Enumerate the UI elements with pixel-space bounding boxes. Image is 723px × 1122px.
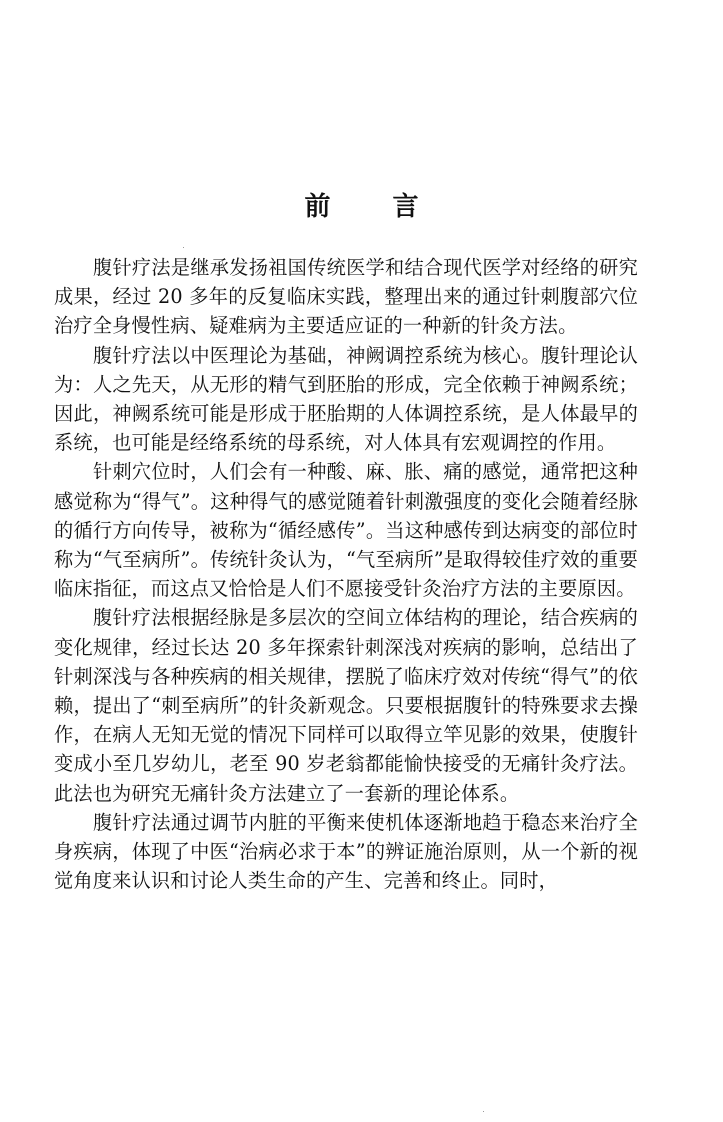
paragraph-1: 腹针疗法是继承发扬祖国传统医学和结合现代医学对经络的研究成果，经过 20 多年的反复临床实践，整理出来的通过针刺腹部穴位治疗全身慢性病、疑难病为主要适应证的一种新的针灸方法。 — [54, 256, 638, 338]
paragraph-3: 针刺穴位时，人们会有一种酸、麻、胀、痛的感觉，通常把这种感觉称为“得气”。这种得气的感觉随着针刺激强度的变化会随着经脉的循行方向传导，被称为“循经感传”。当这种感传到达病变的部位时称为“气至病所”。传统针灸认为，“气至病所”是取得较佳疗效的重要临床指征，而这点又恰恰是人们不愿接受针灸治疗方法的主要原因。 — [54, 460, 638, 601]
scan-speck — [183, 247, 184, 248]
paragraph-5: 腹针疗法通过调节内脏的平衡来使机体逐渐地趋于稳态来治疗全身疾病，体现了中医“治病必求于本”的辨证施治原则，从一个新的视觉角度来认识和讨论人类生命的产生、完善和终止。同时， — [54, 810, 638, 893]
paragraph-4: 腹针疗法根据经脉是多层次的空间立体结构的理论，结合疾病的变化规律，经过长达 20 多年探索针刺深浅对疾病的影响，总结出了针刺深浅与各种疾病的相关规律，摆脱了临床疗效对传统“得气”的依赖，提出了“刺至病所”的针灸新观念。只要根据腹针的特殊要求去操作，在病人无知无觉的情况下同样可以取得立竿见影的效果，使腹针变成小至几岁幼儿，老至 90 岁老翁都能愉快接受的无痛针灸疗法。此法也为研究无痛针灸方法建立了一套新的理论体系。 — [54, 606, 638, 805]
paragraph-2: 腹针疗法以中医理论为基础，神阙调控系统为核心。腹针理论认为：人之先天，从无形的精气到胚胎的形成，完全依赖于神阙系统；因此，神阙系统可能是形成于胚胎期的人体调控系统，是人体最早的系统，也可能是经络系统的母系统，对人体具有宏观调控的作用。 — [54, 343, 638, 455]
page-title — [0, 186, 723, 223]
title-char-1: 前 — [304, 192, 331, 222]
title-char-2: 言 — [392, 192, 419, 222]
scan-speck — [483, 1111, 484, 1112]
body-text — [54, 253, 638, 895]
